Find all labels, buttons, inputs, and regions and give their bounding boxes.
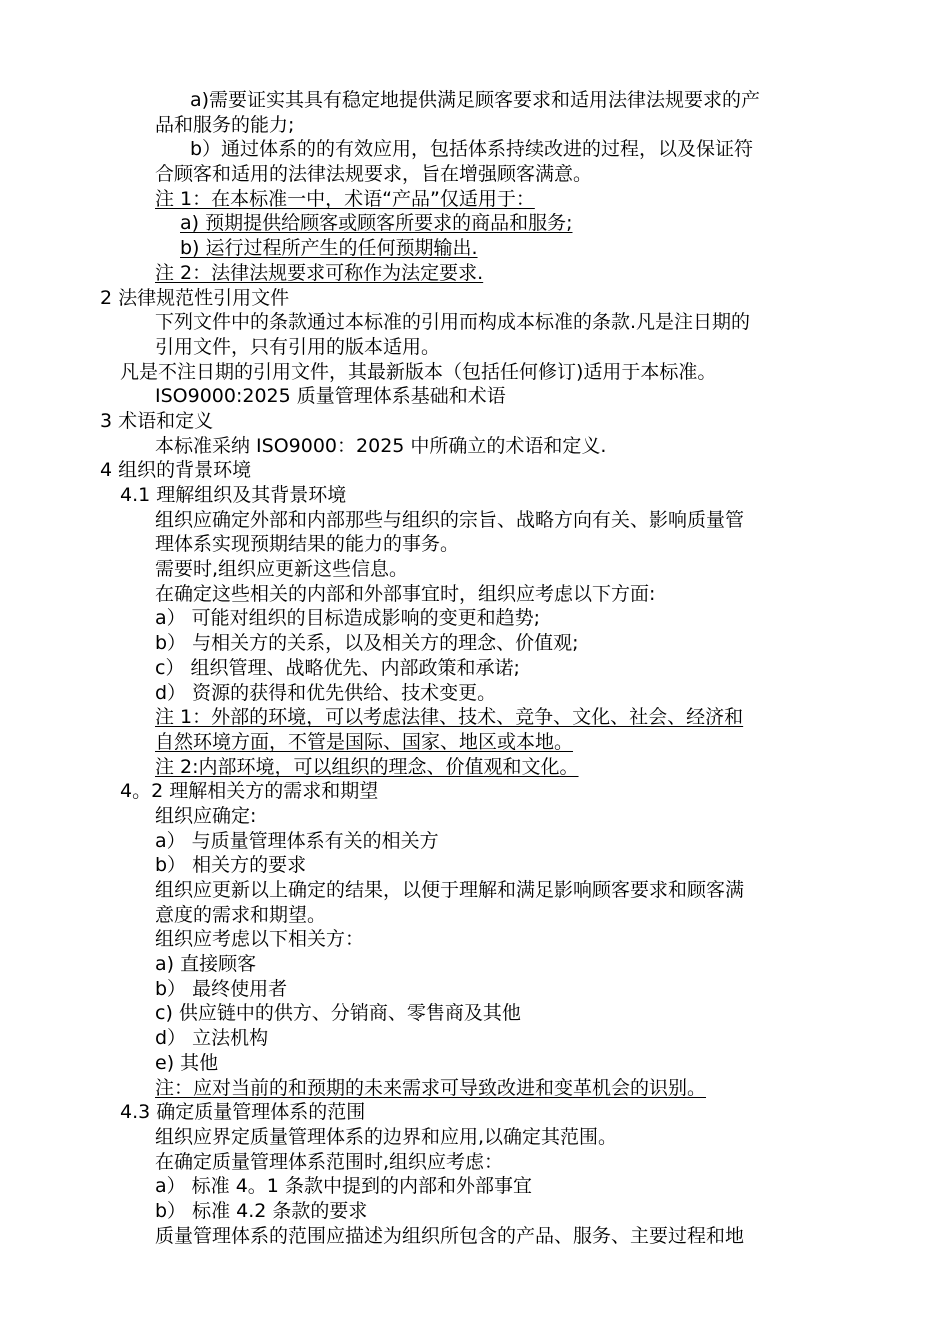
text-line xyxy=(0,779,950,804)
text-line xyxy=(0,532,950,557)
line-text: 下列文件中的条款通过本标准的引用而构成本标准的条款.凡是注日期的 xyxy=(155,311,751,334)
line-text: 4.1 理解组织及其背景环境 xyxy=(120,484,347,506)
line-text: b） 相关方的要求 xyxy=(155,854,307,877)
text-line xyxy=(0,681,950,706)
line-text: b） 最终使用者 xyxy=(155,977,288,1000)
text-line xyxy=(0,310,950,335)
text-line xyxy=(0,927,950,952)
line-text: 在确定这些相关的内部和外部事宜时，组织应考虑以下方面: xyxy=(155,582,656,605)
line-text: 组织应更新以上确定的结果，以便于理解和满足影响顾客要求和顾客满 xyxy=(155,879,745,901)
text-line xyxy=(0,236,950,261)
line-text: 组织应确定外部和内部那些与组织的宗旨、战略方向有关、影响质量管 xyxy=(155,508,745,531)
document-page xyxy=(0,88,950,1248)
line-text: 4.3 确定质量管理体系的范围 xyxy=(120,1101,366,1124)
text-line xyxy=(0,458,950,483)
text-line xyxy=(0,1199,950,1224)
text-line xyxy=(0,878,950,903)
text-line xyxy=(0,508,950,533)
text-line xyxy=(0,1026,950,1051)
text-line xyxy=(0,582,950,607)
text-line xyxy=(0,113,950,138)
line-text: 2 法律规范性引用文件 xyxy=(100,286,290,309)
line-text: 注 1：外部的环境，可以考虑法律、技术、竞争、文化、社会、经济和 xyxy=(155,706,744,729)
line-text: a） 标准 4。1 条款中提到的内部和外部事宜 xyxy=(155,1175,532,1198)
text-line xyxy=(0,631,950,656)
text-line xyxy=(0,483,950,508)
line-text: 理体系实现预期结果的能力的事务。 xyxy=(155,533,460,556)
line-text: b） 与相关方的关系，以及相关方的理念、价值观; xyxy=(155,632,579,655)
line-text: b）通过体系的的有效应用，包括体系持续改进的过程，以及保证符 xyxy=(190,138,754,161)
line-text: 引用文件，只有引用的版本适用。 xyxy=(155,335,441,358)
text-line xyxy=(0,335,950,360)
line-text: 组织应界定质量管理体系的边界和应用,以确定其范围。 xyxy=(155,1125,618,1148)
text-line xyxy=(0,187,950,212)
line-text: 注 2:内部环境，可以组织的理念、价值观和文化。 xyxy=(155,755,579,778)
text-line xyxy=(0,1100,950,1125)
line-text: d） 资源的获得和优先供给、技术变更。 xyxy=(155,681,497,704)
text-line xyxy=(0,286,950,311)
text-line xyxy=(0,606,950,631)
text-line xyxy=(0,1174,950,1199)
line-text: 4。2 理解相关方的需求和期望 xyxy=(120,780,379,803)
text-line xyxy=(0,137,950,162)
line-text: 组织应考虑以下相关方： xyxy=(155,928,365,951)
text-line xyxy=(0,1224,950,1249)
text-line xyxy=(0,705,950,730)
line-text: c) 供应链中的供方、分销商、零售商及其他 xyxy=(155,1002,521,1025)
line-text: 质量管理体系的范围应描述为组织所包含的产品、服务、主要过程和地 xyxy=(155,1224,745,1247)
text-line xyxy=(0,730,950,755)
line-text: a) 预期提供给顾客或顾客所要求的商品和服务; xyxy=(180,212,573,235)
text-line xyxy=(0,384,950,409)
line-text: e) 其他 xyxy=(155,1051,219,1074)
text-line xyxy=(0,853,950,878)
line-text: b） 标准 4.2 条款的要求 xyxy=(155,1199,368,1222)
text-line xyxy=(0,804,950,829)
line-text: 凡是不注日期的引用文件，其最新版本（包括任何修订)适用于本标准。 xyxy=(120,360,717,383)
text-line xyxy=(0,162,950,187)
text-line xyxy=(0,1076,950,1101)
line-text: d） 立法机构 xyxy=(155,1027,269,1050)
line-text: ISO9000:2025 质量管理体系基础和术语 xyxy=(155,385,506,408)
text-line xyxy=(0,829,950,854)
line-text: 注 2：法律法规要求可称作为法定要求. xyxy=(155,261,484,284)
line-text: a） 可能对组织的目标造成影响的变更和趋势; xyxy=(155,607,541,630)
text-line xyxy=(0,1001,950,1026)
line-text: b) 运行过程所产生的任何预期输出. xyxy=(180,237,478,260)
line-text: 3 术语和定义 xyxy=(100,409,214,432)
line-text: c） 组织管理、战略优先、内部政策和承诺; xyxy=(155,656,520,679)
text-line xyxy=(0,755,950,780)
text-line xyxy=(0,1125,950,1150)
text-line xyxy=(0,409,950,434)
text-line xyxy=(0,1150,950,1175)
text-line xyxy=(0,952,950,977)
line-text: 需要时,组织应更新这些信息。 xyxy=(155,558,409,581)
text-line xyxy=(0,211,950,236)
line-text: a)需要证实其具有稳定地提供满足顾客要求和适用法律法规要求的产 xyxy=(190,89,761,111)
text-line xyxy=(0,1051,950,1076)
line-text: 注：应对当前的和预期的未来需求可导致改进和变革机会的识别。 xyxy=(155,1076,707,1099)
text-line xyxy=(0,88,950,113)
line-text: a) 直接顾客 xyxy=(155,953,257,976)
line-text: 品和服务的能力; xyxy=(155,113,295,136)
line-text: 自然环境方面，不管是国际、国家、地区或本地。 xyxy=(155,730,574,753)
line-text: 组织应确定: xyxy=(155,804,257,827)
text-line xyxy=(0,903,950,928)
text-line xyxy=(0,261,950,286)
line-text: 4 组织的背景环境 xyxy=(100,459,252,482)
line-text: 意度的需求和期望。 xyxy=(155,903,327,926)
text-line xyxy=(0,360,950,385)
text-line xyxy=(0,434,950,459)
text-line xyxy=(0,977,950,1002)
line-text: 本标准采纳 ISO9000：2025 中所确立的术语和定义. xyxy=(155,434,607,457)
text-line xyxy=(0,557,950,582)
line-text: a） 与质量管理体系有关的相关方 xyxy=(155,829,439,852)
text-line xyxy=(0,656,950,681)
line-text: 在确定质量管理体系范围时,组织应考虑： xyxy=(155,1150,504,1173)
line-text: 合顾客和适用的法律法规要求，旨在增强顾客满意。 xyxy=(155,163,593,186)
line-text: 注 1：在本标准一中，术语“产品”仅适用于： xyxy=(155,187,535,210)
